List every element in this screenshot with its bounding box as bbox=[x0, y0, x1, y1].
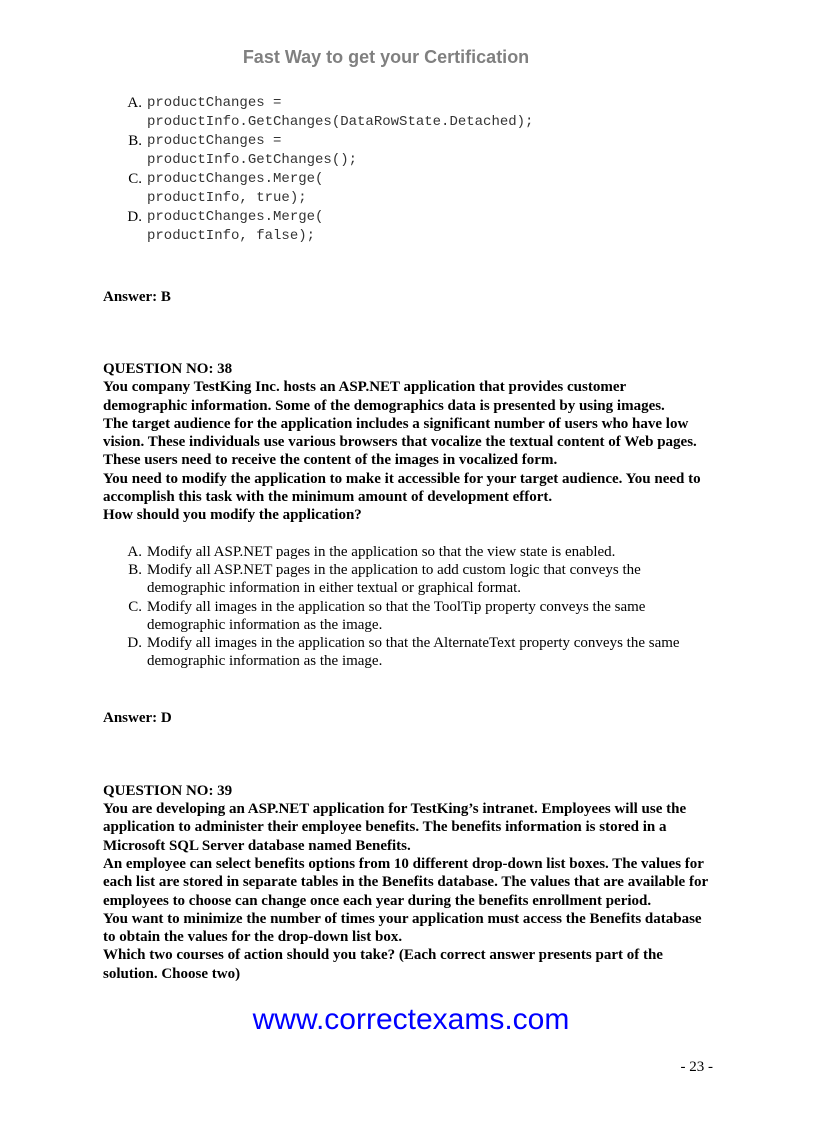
question-line: These users need to receive the content of the images in vocalized form. bbox=[103, 452, 558, 469]
page-content bbox=[103, 94, 723, 983]
option-line: Modify all ASP.NET pages in the application to add custom logic that conveys the bbox=[147, 561, 641, 578]
question-line: employees to choose can change once each year during the benefits enrollment period. bbox=[103, 892, 652, 909]
page-header-title: Fast Way to get your Certification bbox=[242, 47, 530, 67]
q38-option-a bbox=[103, 543, 723, 561]
code-line: productChanges.Merge( bbox=[147, 209, 324, 225]
q38-option-c bbox=[103, 598, 723, 635]
option-letter: B. bbox=[128, 561, 142, 578]
question-line: solution. Choose two) bbox=[103, 965, 241, 982]
option-line: demographic information as the image. bbox=[147, 653, 383, 670]
option-line: demographic information in either textual or graphical format. bbox=[147, 580, 522, 597]
q38-option-b bbox=[103, 561, 723, 598]
question-line: vision. These individuals use various browsers that vocalize the textual content of Web pages. bbox=[103, 434, 697, 451]
answer-previous: Answer: B bbox=[103, 289, 171, 305]
code-option-list bbox=[103, 94, 723, 246]
question-line: An employee can select benefits options from 10 different drop-down list boxes. The values for bbox=[103, 855, 704, 872]
code-line: productInfo, true); bbox=[147, 190, 307, 206]
code-text bbox=[147, 170, 323, 208]
option-text bbox=[147, 561, 723, 598]
option-letter: C. bbox=[128, 598, 142, 615]
option-text bbox=[147, 634, 723, 671]
question-line: You need to modify the application to make it accessible for your target audience. You need to bbox=[103, 470, 701, 487]
question-line: application to administer their employee benefits. The benefits information is stored in a bbox=[103, 819, 667, 836]
code-line: productInfo, false); bbox=[147, 228, 316, 244]
page-number: - 23 - bbox=[680, 1059, 713, 1075]
code-option-d bbox=[103, 208, 723, 246]
option-line: Modify all ASP.NET pages in the application so that the view state is enabled. bbox=[147, 543, 616, 560]
footer-website-link[interactable]: www.correctexams.com bbox=[252, 1003, 570, 1036]
code-line: productChanges = bbox=[147, 133, 282, 149]
question-line: You are developing an ASP.NET application for TestKing’s intranet. Employees will use the bbox=[103, 801, 687, 818]
question-39-number: QUESTION NO: 39 bbox=[103, 782, 233, 799]
question-39-text bbox=[103, 800, 723, 983]
code-option-c bbox=[103, 170, 723, 208]
question-line: You company TestKing Inc. hosts an ASP.NET application that provides customer bbox=[103, 379, 627, 396]
code-line: productChanges = bbox=[147, 95, 282, 111]
answer-38: Answer: D bbox=[103, 709, 172, 726]
question-line: to obtain the values for the drop-down list box. bbox=[103, 929, 403, 946]
code-option-b bbox=[103, 132, 723, 170]
code-text bbox=[147, 208, 323, 246]
question-line: The target audience for the application includes a significant number of users who have low bbox=[103, 415, 689, 432]
option-letter: A. bbox=[127, 543, 142, 560]
question-38-text bbox=[103, 378, 723, 524]
option-letter: C. bbox=[128, 171, 142, 187]
q38-option-d bbox=[103, 634, 723, 671]
question-line: accomplish this task with the minimum amount of development effort. bbox=[103, 489, 553, 506]
code-text bbox=[147, 132, 357, 170]
code-option-a bbox=[103, 94, 723, 132]
option-line: Modify all images in the application so that the ToolTip property conveys the same bbox=[147, 598, 646, 615]
question-line: Microsoft SQL Server database named Benefits. bbox=[103, 837, 411, 854]
code-text bbox=[147, 94, 533, 132]
question-line: You want to minimize the number of times your application must access the Benefits database bbox=[103, 910, 702, 927]
option-text bbox=[147, 598, 723, 635]
question-line: demographic information. Some of the demographics data is presented by using images. bbox=[103, 397, 665, 414]
option-line: Modify all images in the application so that the AlternateText property conveys the same bbox=[147, 635, 680, 652]
code-line: productInfo.GetChanges(); bbox=[147, 152, 358, 168]
option-letter: D. bbox=[127, 635, 142, 652]
option-letter: B. bbox=[128, 133, 142, 149]
code-line: productInfo.GetChanges(DataRowState.Detached); bbox=[147, 114, 534, 130]
question-38-options bbox=[103, 543, 723, 671]
question-line: each list are stored in separate tables in the Benefits database. The values that are available for bbox=[103, 874, 709, 891]
code-line: productChanges.Merge( bbox=[147, 171, 324, 187]
option-line: demographic information as the image. bbox=[147, 616, 383, 633]
option-letter: A. bbox=[127, 95, 142, 111]
question-38-number: QUESTION NO: 38 bbox=[103, 361, 233, 377]
question-line: Which two courses of action should you take? (Each correct answer presents part of the bbox=[103, 947, 663, 964]
option-letter: D. bbox=[127, 209, 142, 225]
option-text bbox=[147, 543, 723, 561]
question-line: How should you modify the application? bbox=[103, 507, 362, 524]
